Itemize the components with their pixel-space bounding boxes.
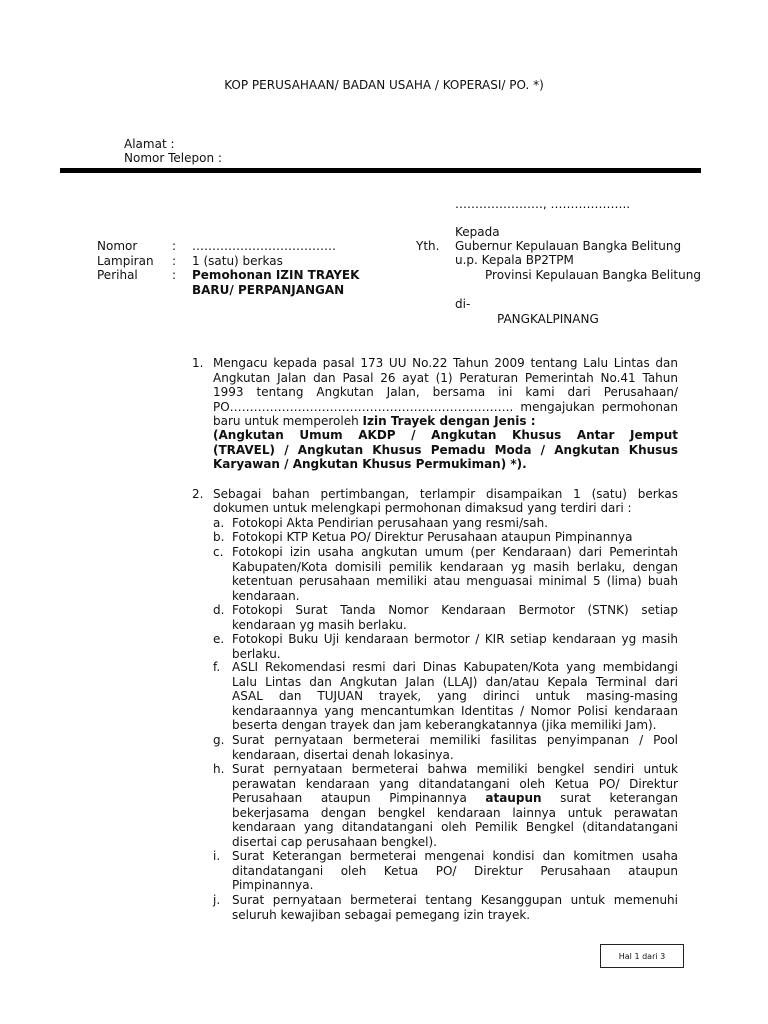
subitem-line: Perusahaan ataupun Pimpinannya ataupun surat keterangan <box>232 791 678 805</box>
lampiran-label: Lampiran <box>97 254 154 268</box>
subitem-line: ditandatangani oleh Ketua PO/ Direktur Perusahaan ataupun <box>232 863 678 878</box>
subitem-line: Surat pernyataan bermeterai tentang Kesanggupan untuk memenuhi <box>232 893 678 907</box>
subitem-line: kendaraannya yang mencantumkan Identitas / Nomor Polisi kendaraan <box>232 703 678 718</box>
item-1-izin-trayek: Izin Trayek dengan Jenis : <box>362 414 536 428</box>
recipient-line-3: Provinsi Kepulauan Bangka Belitung <box>485 268 701 282</box>
subitem-line: berlaku. <box>232 646 281 661</box>
subitem-line: Surat pernyataan bermeterai memiliki fasilitas penyimpanan / Pool <box>232 733 678 747</box>
item-1-line-2: Angkutan Jalan dan Pasal 26 ayat (1) Peraturan Pemerintah No.41 Tahun <box>213 371 678 385</box>
subitem-letter: h. <box>213 762 225 776</box>
item-2-line-2: dokumen untuk melengkapi permohonan dimaksud yang terdiri dari : <box>213 501 632 515</box>
recipient-line-2: u.p. Kepala BP2TPM <box>455 253 574 267</box>
subitem-line: disertai cap perusahaan bengkel). <box>232 834 437 849</box>
subitem-letter: j. <box>213 893 221 907</box>
recipient-line-1: Gubernur Kepulauan Bangka Belitung <box>455 239 682 253</box>
item-1-line-8: Karyawan / Angkutan Khusus Permukiman) *). <box>213 457 527 471</box>
subitem-letter: c. <box>213 545 224 559</box>
subitem-letter: g. <box>213 733 225 747</box>
nomor-label: Nomor <box>97 239 138 253</box>
subitem-line: beserta dengan trayek dan jam keberangkatannya (jika memiliki Jam). <box>232 718 657 732</box>
perihal-label: Perihal <box>97 268 138 282</box>
page-number: Hal 1 dari 3 <box>600 944 684 968</box>
nomor-colon: : <box>172 239 177 253</box>
subitem-line: Fotokopi Akta Pendirian perusahaan yang resmi/sah. <box>232 516 549 530</box>
date-line: …………………., ……………….. <box>455 197 631 211</box>
subitem-letter: b. <box>213 530 225 544</box>
subitem-line: Lalu Lintas dan Angkutan Jalan (LLAJ) dan/atau Kepala Terminal dari <box>232 674 678 689</box>
recipient-di: di- <box>455 297 471 311</box>
subitem-line: perawatan kendaraan yang ditandatangani oleh Ketua PO/ Direktur <box>232 776 678 791</box>
subitem-letter: f. <box>213 660 221 674</box>
perihal-colon: : <box>172 268 177 282</box>
subitem-line: ASAL dan TUJUAN trayek, yang dirinci untuk masing-masing <box>232 689 678 703</box>
subitem-line: kendaraan, disertai denah lokasinya. <box>232 747 454 762</box>
subitem-line: Surat pernyataan bermeterai bahwa memiliki bengkel sendiri untuk <box>232 762 678 776</box>
subitem-line: ASLI Rekomendasi resmi dari Dinas Kabupaten/Kota yang membidangi <box>232 660 678 674</box>
subitem-line: seluruh kewajiban sebagai pemegang izin trayek. <box>232 907 531 922</box>
subitem-line: kendaraan yang ditandatangani oleh Pemilik Bengkel (ditandatangani <box>232 820 678 834</box>
recipient-kepada: Kepada <box>455 225 500 239</box>
subitem-letter: d. <box>213 603 225 617</box>
item-1-line-3: 1993 tentang Angkutan Jalan, bersama ini kami dari Perusahaan/ <box>213 385 678 399</box>
subitem-letter: a. <box>213 516 225 530</box>
perihal-value-line-2: BARU/ PERPANJANGAN <box>192 283 345 297</box>
item-1-line-7: (TRAVEL) / Angkutan Khusus Pemadu Moda / Angkutan Khusus <box>213 443 678 457</box>
subitem-line: Fotokopi izin usaha angkutan umum (per Kendaraan) dari Pemerintah <box>232 545 678 559</box>
perihal-value-line-1: Pemohonan IZIN TRAYEK <box>192 268 360 282</box>
item-1-line-1: Mengacu kepada pasal 173 UU No.22 Tahun 2009 tentang Lalu Lintas dan <box>213 356 678 370</box>
item-1-line-5 <box>213 414 536 429</box>
item-1-line-5-text: baru untuk memperoleh <box>213 414 363 428</box>
subitem-line: Fotokopi KTP Ketua PO/ Direktur Perusahaan ataupun Pimpinannya <box>232 530 633 544</box>
item-2-line-1: Sebagai bahan pertimbangan, terlampir disampaikan 1 (satu) berkas <box>213 487 678 501</box>
item-1-line-6: (Angkutan Umum AKDP / Angkutan Khusus Antar Jemput <box>213 428 678 442</box>
item-2-number: 2. <box>192 487 204 501</box>
subitem-line: Fotokopi Surat Tanda Nomor Kendaraan Bermotor (STNK) setiap <box>232 603 678 617</box>
subitem-line: Surat Keterangan bermeterai mengenai kondisi dan komitmen usaha <box>232 849 678 863</box>
nomor-value: ……………………………… <box>192 239 336 253</box>
header-divider <box>60 168 701 173</box>
item-1-line-4: PO…………………………………………………………….. mengajukan permohonan <box>213 400 678 414</box>
subitem-line: Pimpinannya. <box>232 878 314 892</box>
subitem-line: Fotokopi Buku Uji kendaraan bermotor / KIR setiap kendaraan yg masih <box>232 632 678 646</box>
subitem-line: ketentuan perusahaan memiliki atau menguasai minimal 5 (lima) buah <box>232 574 678 588</box>
phone-label: Nomor Telepon : <box>124 151 222 165</box>
subitem-line: Kabupaten/Kota domisili pemilik kendaraan yg masih berlaku, dengan <box>232 559 678 574</box>
item-1-number: 1. <box>192 356 204 370</box>
subitem-line: kendaraan. <box>232 588 300 603</box>
address-label: Alamat : <box>124 137 175 151</box>
recipient-yth: Yth. <box>416 239 440 253</box>
bold-ataupun: ataupun <box>485 791 542 805</box>
subitem-letter: e. <box>213 632 225 646</box>
letterhead-title: KOP PERUSAHAAN/ BADAN USAHA / KOPERASI/ PO. *) <box>224 78 544 92</box>
recipient-city: PANGKALPINANG <box>497 312 599 326</box>
lampiran-colon: : <box>172 254 177 268</box>
subitem-letter: i. <box>213 849 221 863</box>
subitem-line: bekerjasama dengan bengkel kendaraan lainnya untuk perawatan <box>232 805 678 820</box>
lampiran-value: 1 (satu) berkas <box>192 254 283 268</box>
subitem-line: kendaraan yg masih berlaku. <box>232 617 407 632</box>
